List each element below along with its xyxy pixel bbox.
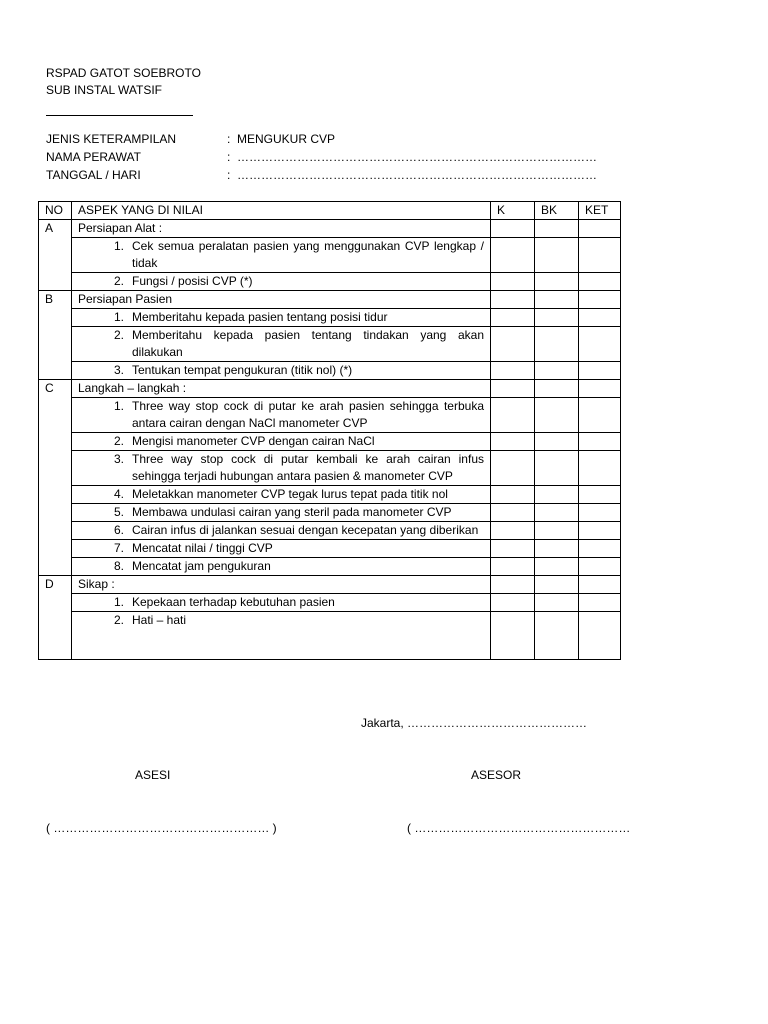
section-code: C	[39, 380, 72, 576]
score-cell-k[interactable]	[491, 522, 535, 540]
aspect-item	[78, 238, 484, 272]
section-title: Persiapan Alat :	[72, 220, 491, 238]
aspect-item-cell	[72, 433, 491, 451]
score-cell-bk[interactable]	[535, 398, 579, 433]
score-cell-ket[interactable]	[579, 433, 621, 451]
score-cell-k[interactable]	[491, 433, 535, 451]
aspect-item-cell	[72, 398, 491, 433]
item-number: 2.	[113, 434, 124, 448]
item-number: 7.	[113, 541, 124, 555]
section-title-row	[39, 291, 621, 309]
section-code: B	[39, 291, 72, 380]
aspect-item-cell	[72, 540, 491, 558]
asesor-label: ASESOR	[471, 768, 522, 782]
section-title: Sikap :	[72, 576, 491, 594]
score-cell-ket[interactable]	[579, 522, 621, 540]
score-cell-bk[interactable]	[535, 220, 579, 238]
aspect-item-cell	[72, 594, 491, 612]
table-row	[39, 273, 621, 291]
aspect-item	[78, 309, 484, 326]
section-title-row	[39, 576, 621, 594]
table-row	[39, 504, 621, 522]
aspect-item	[78, 558, 484, 575]
score-cell-bk[interactable]	[535, 291, 579, 309]
score-cell-ket[interactable]	[579, 486, 621, 504]
score-cell-bk[interactable]	[535, 362, 579, 380]
table-row	[39, 433, 621, 451]
aspect-item-cell	[72, 327, 491, 362]
table-row	[39, 594, 621, 612]
aspect-item	[78, 504, 484, 521]
item-text: Memberitahu kepada pasien tentang tindakan yang akan dilakukan	[132, 328, 484, 359]
item-text: Cek semua peralatan pasien yang menggunakan CVP lengkap / tidak	[132, 239, 484, 270]
section-title: Persiapan Pasien	[72, 291, 491, 309]
score-cell-k[interactable]	[491, 558, 535, 576]
item-number: 8.	[113, 559, 124, 573]
score-cell-ket[interactable]	[579, 273, 621, 291]
unit-name: SUB INSTAL WATSIF	[46, 83, 163, 97]
score-cell-bk[interactable]	[535, 558, 579, 576]
aspect-item-cell	[72, 558, 491, 576]
score-cell-k[interactable]	[491, 504, 535, 522]
score-cell-ket[interactable]	[579, 594, 621, 612]
score-cell-bk[interactable]	[535, 576, 579, 594]
assessment-table	[38, 201, 621, 660]
score-cell-ket[interactable]	[579, 362, 621, 380]
aspect-item-cell	[72, 309, 491, 327]
score-cell-k[interactable]	[491, 576, 535, 594]
col-no-header: NO	[39, 202, 72, 220]
item-number: 2.	[113, 274, 124, 288]
score-cell-k[interactable]	[491, 238, 535, 273]
score-cell-k[interactable]	[491, 327, 535, 362]
table-row	[39, 238, 621, 273]
item-text: Hati – hati	[132, 613, 187, 627]
score-cell-ket[interactable]	[579, 220, 621, 238]
score-cell-ket[interactable]	[579, 309, 621, 327]
score-cell-bk[interactable]	[535, 433, 579, 451]
table-body	[39, 220, 621, 660]
date-day-label: TANGGAL / HARI	[46, 168, 141, 182]
nurse-name-label: NAMA PERAWAT	[46, 150, 141, 164]
score-cell-ket[interactable]	[579, 451, 621, 486]
aspect-item	[78, 362, 484, 379]
table-row	[39, 558, 621, 576]
score-cell-bk[interactable]	[535, 594, 579, 612]
aspect-item-cell	[72, 362, 491, 380]
item-text: Kepekaan terhadap kebutuhan pasien	[132, 595, 335, 609]
aspect-item-cell	[72, 612, 491, 660]
score-cell-bk[interactable]	[535, 380, 579, 398]
aspect-item	[78, 612, 484, 629]
asesor-signature-line: ( ………………………………………………	[407, 821, 631, 835]
score-cell-ket[interactable]	[579, 576, 621, 594]
place-date: Jakarta, ………………………………………	[361, 716, 588, 730]
skill-label: JENIS KETERAMPILAN	[46, 132, 177, 146]
nurse-name-blank: ………………………………………………………………………………	[237, 150, 597, 164]
table-row	[39, 398, 621, 433]
item-text: Mencatat nilai / tinggi CVP	[132, 541, 273, 555]
aspect-item-cell	[72, 486, 491, 504]
col-bk-header: BK	[535, 202, 579, 220]
score-cell-bk[interactable]	[535, 612, 579, 660]
aspect-item-cell	[72, 238, 491, 273]
item-number: 2.	[113, 328, 124, 342]
score-cell-k[interactable]	[491, 612, 535, 660]
section-title-row	[39, 380, 621, 398]
table-row	[39, 327, 621, 362]
col-aspect-header: ASPEK YANG DI NILAI	[72, 202, 491, 220]
score-cell-k[interactable]	[491, 309, 535, 327]
aspect-item	[78, 273, 484, 290]
item-number: 3.	[113, 363, 124, 377]
score-cell-bk[interactable]	[535, 522, 579, 540]
item-text: Tentukan tempat pengukuran (titik nol) (*)	[132, 363, 353, 377]
score-cell-bk[interactable]	[535, 451, 579, 486]
skill-colon: :	[227, 132, 231, 146]
score-cell-ket[interactable]	[579, 327, 621, 362]
col-ket-header: KET	[579, 202, 621, 220]
aspect-item	[78, 327, 484, 361]
aspect-item	[78, 540, 484, 557]
score-cell-ket[interactable]	[579, 504, 621, 522]
item-text: Fungsi / posisi CVP (*)	[132, 274, 253, 288]
table-row	[39, 309, 621, 327]
item-number: 6.	[113, 523, 124, 537]
score-cell-k[interactable]	[491, 540, 535, 558]
item-number: 1.	[113, 239, 124, 253]
item-text: Three way stop cock di putar kembali ke arah cairan infus sehingga terjadi hubungan antara pasien & manometer CVP	[132, 452, 484, 483]
item-text: Meletakkan manometer CVP tegak lurus tepat pada titik nol	[132, 487, 448, 501]
col-k-header: K	[491, 202, 535, 220]
table-row	[39, 612, 621, 660]
score-cell-bk[interactable]	[535, 327, 579, 362]
header-divider	[46, 115, 193, 116]
score-cell-ket[interactable]	[579, 558, 621, 576]
item-text: Three way stop cock di putar ke arah pasien sehingga terbuka antara cairan dengan NaCl manometer CVP	[132, 399, 484, 430]
aspect-item	[78, 594, 484, 611]
score-cell-k[interactable]	[491, 362, 535, 380]
score-cell-k[interactable]	[491, 451, 535, 486]
table-row	[39, 451, 621, 486]
score-cell-k[interactable]	[491, 380, 535, 398]
score-cell-ket[interactable]	[579, 612, 621, 660]
score-cell-ket[interactable]	[579, 291, 621, 309]
score-cell-ket[interactable]	[579, 380, 621, 398]
aspect-item-cell	[72, 522, 491, 540]
score-cell-k[interactable]	[491, 594, 535, 612]
item-number: 1.	[113, 399, 124, 413]
score-cell-bk[interactable]	[535, 273, 579, 291]
date-day-colon: :	[227, 168, 231, 182]
score-cell-k[interactable]	[491, 291, 535, 309]
asesi-label: ASESI	[135, 768, 171, 782]
table-row	[39, 362, 621, 380]
org-name: RSPAD GATOT SOEBROTO	[46, 66, 201, 80]
score-cell-k[interactable]	[491, 486, 535, 504]
aspect-item-cell	[72, 273, 491, 291]
aspect-item	[78, 451, 484, 485]
aspect-item	[78, 398, 484, 432]
item-number: 4.	[113, 487, 124, 501]
table-row	[39, 486, 621, 504]
aspect-item	[78, 486, 484, 503]
score-cell-bk[interactable]	[535, 504, 579, 522]
item-number: 1.	[113, 310, 124, 324]
score-cell-k[interactable]	[491, 273, 535, 291]
score-cell-k[interactable]	[491, 220, 535, 238]
section-code: D	[39, 576, 72, 660]
asesi-signature-line: ( ……………………………………………… )	[46, 821, 277, 835]
item-number: 3.	[113, 452, 124, 466]
item-text: Mengisi manometer CVP dengan cairan NaCl	[132, 434, 375, 448]
item-text: Membawa undulasi cairan yang steril pada manometer CVP	[132, 505, 452, 519]
score-cell-ket[interactable]	[579, 238, 621, 273]
date-day-blank: ………………………………………………………………………………	[237, 168, 597, 182]
score-cell-ket[interactable]	[579, 398, 621, 433]
score-cell-ket[interactable]	[579, 540, 621, 558]
score-cell-bk[interactable]	[535, 309, 579, 327]
section-code: A	[39, 220, 72, 291]
aspect-item	[78, 433, 484, 450]
item-number: 1.	[113, 595, 124, 609]
table-row	[39, 522, 621, 540]
score-cell-bk[interactable]	[535, 486, 579, 504]
item-number: 5.	[113, 505, 124, 519]
score-cell-bk[interactable]	[535, 540, 579, 558]
skill-value: MENGUKUR CVP	[237, 132, 336, 146]
score-cell-bk[interactable]	[535, 238, 579, 273]
item-text: Cairan infus di jalankan sesuai dengan kecepatan yang diberikan	[132, 523, 479, 537]
aspect-item-cell	[72, 504, 491, 522]
score-cell-k[interactable]	[491, 398, 535, 433]
aspect-item-cell	[72, 451, 491, 486]
section-title: Langkah – langkah :	[72, 380, 491, 398]
nurse-name-colon: :	[227, 150, 231, 164]
item-number: 2.	[113, 613, 124, 627]
section-title-row	[39, 220, 621, 238]
table-header-row	[39, 202, 621, 220]
table-row	[39, 540, 621, 558]
item-text: Memberitahu kepada pasien tentang posisi tidur	[132, 310, 388, 324]
item-text: Mencatat jam pengukuran	[132, 559, 271, 573]
aspect-item	[78, 522, 484, 539]
